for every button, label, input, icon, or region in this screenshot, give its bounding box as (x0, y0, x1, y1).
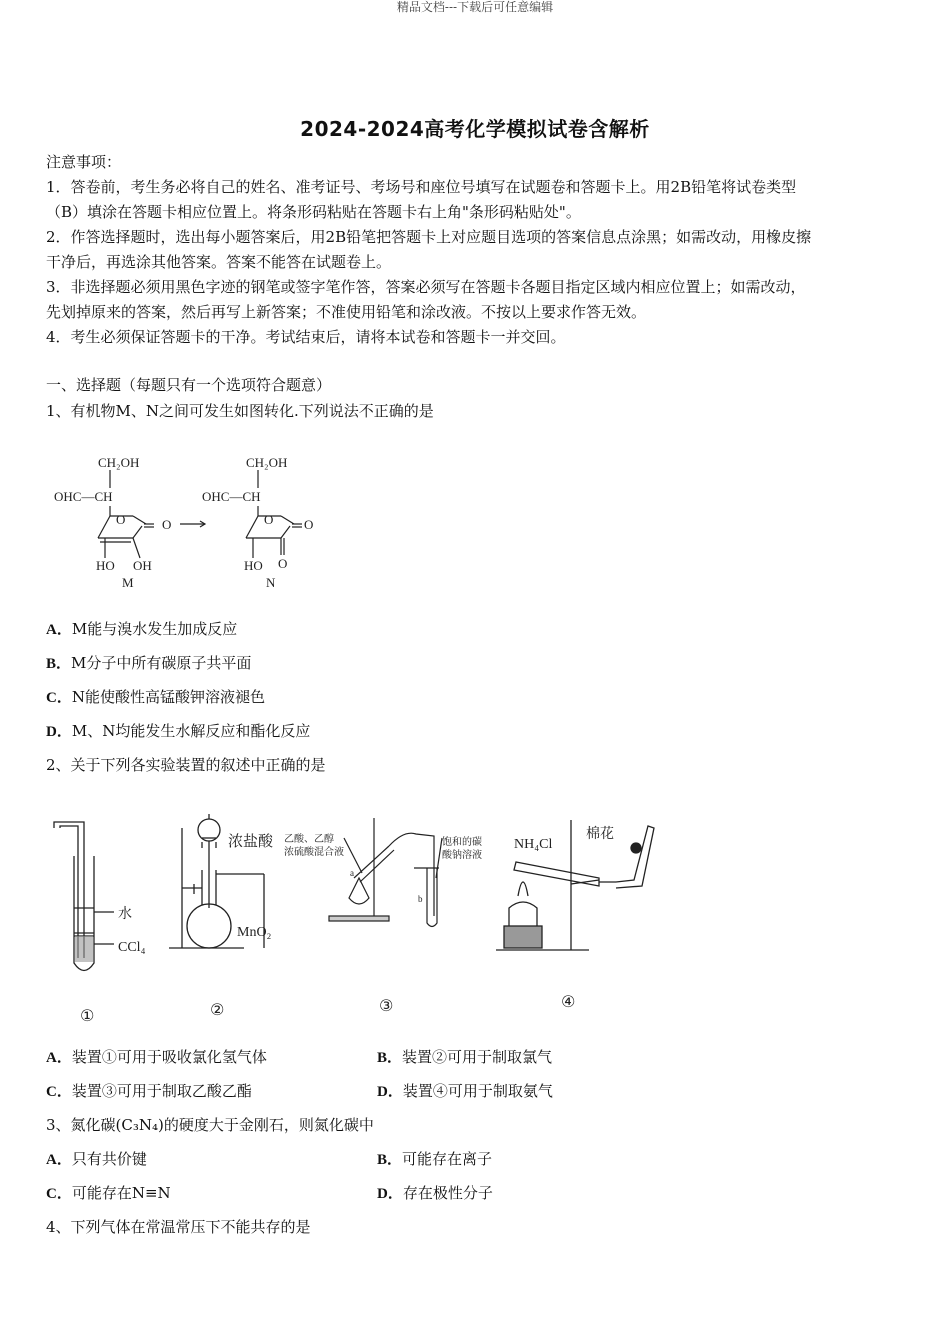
label-acid-mix: 乙酸、乙醇 (284, 834, 334, 845)
notice-line: 3．非选择题必须用黑色字迹的钢笔或签字笔作答，答案必须写在答题卡各题目指定区域内相应位置上；如需改动， (46, 278, 806, 296)
q2-option-d[interactable] (377, 1081, 553, 1102)
question-2-stem: 2、关于下列各实验装置的叙述中正确的是 (46, 756, 326, 774)
q2-apparatus-figure (44, 808, 664, 1028)
label-ch2oh: CH₂OH (246, 455, 288, 470)
option-text: 装置③可用于制取乙酸乙酯 (71, 1082, 252, 1100)
label-carbonyl-o: O (304, 517, 314, 532)
option-letter: A． (46, 1050, 72, 1066)
q2-option-a[interactable] (46, 1047, 267, 1068)
label-sat-soln-2: 酸钠溶液 (442, 850, 482, 861)
q1-option-c[interactable] (46, 687, 265, 708)
option-text: 只有共价键 (71, 1150, 147, 1168)
label-ohc-ch: OHC—CH (54, 489, 113, 504)
header-note: 精品文档---下载后可任意编辑 (396, 0, 554, 14)
label-num-4: ④ (561, 992, 576, 1011)
label-num-1: ① (80, 1006, 95, 1025)
label-nh4cl: NH₄Cl (514, 837, 553, 852)
option-letter: B． (46, 656, 72, 672)
option-text: 可能存在离子 (402, 1150, 493, 1168)
option-text: 装置①可用于吸收氯化氢气体 (71, 1048, 267, 1066)
label-m: M (122, 575, 134, 590)
notice-line: 1．答卷前，考生务必将自己的姓名、准考证号、考场号和座位号填写在试题卷和答题卡上。用2B铅笔将试卷类型 (46, 178, 797, 196)
option-letter: A． (46, 1152, 72, 1168)
option-letter: C． (46, 690, 72, 706)
q3-option-a[interactable] (46, 1149, 147, 1170)
option-letter: B． (377, 1152, 403, 1168)
label-ring-o: O (116, 512, 126, 527)
q3-option-d[interactable] (377, 1183, 493, 1204)
label-oh: OH (133, 558, 152, 573)
label-cotton: 棉花 (586, 826, 614, 842)
label-num-2: ② (210, 1000, 225, 1019)
label-n: N (266, 575, 276, 590)
label-ohc-ch: OHC—CH (202, 489, 261, 504)
option-letter: D． (377, 1084, 403, 1100)
page-title: 2024-2024高考化学模拟试卷含解析 (300, 117, 650, 141)
q1-structure-figure (50, 448, 330, 593)
option-text: M分子中所有碳原子共平面 (71, 654, 252, 672)
q3-option-b[interactable] (377, 1149, 492, 1170)
notice-line: （B）填涂在答题卡相应位置上。将条形码粘贴在答题卡右上角"条形码粘贴处"。 (46, 203, 581, 221)
option-text: 装置②可用于制取氯气 (402, 1048, 553, 1066)
q2-option-b[interactable] (377, 1047, 552, 1068)
label-keto-o: O (278, 556, 288, 571)
option-letter: D． (46, 724, 72, 740)
option-text: M能与溴水发生加成反应 (71, 620, 238, 638)
option-text: M、N均能发生水解反应和酯化反应 (71, 722, 311, 740)
option-letter: C． (46, 1084, 72, 1100)
label-ring-o: O (264, 512, 274, 527)
option-text: 装置④可用于制取氨气 (402, 1082, 553, 1100)
label-water: 水 (118, 906, 132, 922)
label-conc-hcl: 浓盐酸 (228, 832, 274, 850)
question-4-stem: 4、下列气体在常温常压下不能共存的是 (46, 1218, 311, 1236)
label-sat-soln: 饱和的碳 (442, 837, 482, 848)
label-carbonyl-o: O (162, 517, 172, 532)
notice-heading: 注意事项： (46, 153, 122, 171)
notice-line: 干净后，再选涂其他答案。答案不能答在试题卷上。 (46, 253, 392, 271)
label-ho: HO (244, 558, 263, 573)
q1-option-b[interactable] (46, 653, 251, 674)
q1-option-a[interactable] (46, 619, 237, 640)
label-a: a (350, 868, 354, 878)
question-1-stem: 1、有机物M、N之间可发生如图转化.下列说法不正确的是 (46, 402, 434, 420)
label-ch2oh: CH₂OH (98, 455, 140, 470)
option-text: 存在极性分子 (402, 1184, 493, 1202)
label-acid-mix-2: 浓硫酸混合液 (284, 847, 344, 858)
q1-option-d[interactable] (46, 721, 310, 742)
label-b: b (418, 894, 423, 904)
label-ccl4: CCl₄ (118, 940, 146, 955)
q2-option-c[interactable] (46, 1081, 252, 1102)
notice-line: 2．作答选择题时，选出每小题答案后，用2B铅笔把答题卡上对应题目选项的答案信息点涂黑；如需改动，用橡皮擦 (46, 228, 812, 246)
notice-line: 4．考生必须保证答题卡的干净。考试结束后，请将本试卷和答题卡一并交回。 (46, 328, 566, 346)
option-letter: C． (46, 1186, 72, 1202)
notice-line: 先划掉原来的答案，然后再写上新答案；不准使用铅笔和涂改液。不按以上要求作答无效。 (46, 303, 647, 321)
option-letter: D． (377, 1186, 403, 1202)
label-ho: HO (96, 558, 115, 573)
question-3-stem: 3、氮化碳(C₃N₄)的硬度大于金刚石，则氮化碳中 (46, 1116, 374, 1134)
option-letter: A． (46, 622, 72, 638)
option-letter: B． (377, 1050, 403, 1066)
label-mno2: MnO₂ (237, 925, 272, 940)
option-text: 可能存在N≡N (71, 1184, 171, 1202)
label-num-3: ③ (379, 996, 394, 1015)
section-heading: 一、选择题（每题只有一个选项符合题意） (46, 376, 332, 394)
q3-option-c[interactable] (46, 1183, 171, 1204)
option-text: N能使酸性高锰酸钾溶液褪色 (71, 688, 265, 706)
